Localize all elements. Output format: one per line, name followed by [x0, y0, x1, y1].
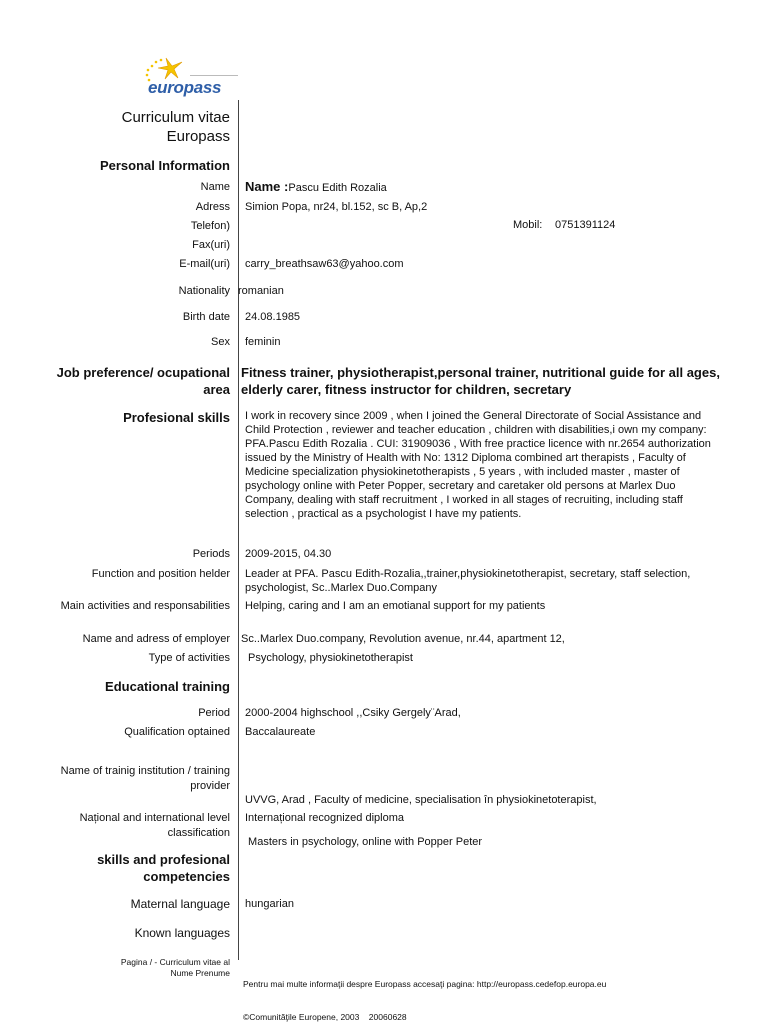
institution-value-line2: Masters in psychology, online with Popper Peter — [245, 836, 483, 848]
fax-label: Fax(uri) — [192, 239, 230, 251]
competencies-heading-line2: competencies — [143, 869, 230, 884]
activities-value: Helping, caring and I am an emotianal support for my patients — [245, 600, 546, 612]
cv-title-line2: Europass — [166, 128, 230, 145]
institution-value-line1: UVVG, Arad , Faculty of medicine, specialisation în physiokinetoterapist, — [245, 794, 597, 806]
competencies-heading — [97, 851, 230, 885]
function-label: Function and position helder — [91, 568, 230, 580]
education-period-value: 2000-2004 highschool ,,Csiky Gergely¨Arad, — [245, 707, 461, 719]
mobile-value: 0751391124 — [555, 219, 616, 231]
email-label: E-mail(uri) — [179, 258, 230, 270]
employer-value: Sc..Marlex Duo.company, Revolution avenue, nr.44, apartment 12, — [241, 633, 565, 645]
maternal-language-label: Maternal language — [130, 897, 230, 911]
name-label: Name — [200, 181, 230, 193]
institution-label — [61, 764, 230, 794]
footer-left-line2: Nume Prenume — [170, 968, 230, 978]
email-value: carry_breathsaw63@yahoo.com — [245, 258, 404, 270]
name-value — [245, 180, 387, 195]
known-languages-label: Known languages — [134, 926, 230, 940]
footer-copyright: ©Comunităţile Europene, 2003 20060628 — [243, 1012, 407, 1022]
periods-value: 2009-2015, 04.30 — [245, 548, 332, 560]
professional-skills-heading: Profesional skills — [123, 410, 230, 425]
qualification-value: Baccalaureate — [245, 726, 316, 738]
nationality-label: Nationality — [178, 285, 230, 297]
sex-label: Sex — [211, 336, 230, 348]
logo-divider — [190, 75, 238, 76]
footer-left-line1: Pagina / - Curriculum vitae al — [120, 957, 230, 967]
education-period-label: Period — [198, 707, 230, 719]
sex-value: feminin — [245, 336, 281, 348]
institution-label-line2: provider — [190, 780, 230, 792]
job-value-line2: elderly carer, fitness instructor for children, secretary — [241, 382, 572, 397]
education-heading: Educational training — [105, 679, 230, 694]
nationality-value: romanian — [238, 285, 284, 297]
level-label-line2: classification — [167, 827, 230, 839]
employer-label: Name and adress of employer — [82, 633, 230, 645]
cv-title — [122, 108, 230, 146]
maternal-language-value: hungarian — [245, 898, 294, 910]
name-value-prefix: Name : — [245, 179, 289, 194]
footer-left — [121, 957, 230, 979]
column-divider — [238, 100, 239, 960]
function-value: Leader at PFA. Pascu Edith-Rozalia,,trainer,physiokinetotherapist, secretary, staff selection, psychologist, Sc..Marlex Duo.Company — [245, 568, 691, 594]
job-heading-line1: Job preference/ ocupational — [56, 365, 230, 380]
cv-title-line1: Curriculum vitae — [121, 109, 230, 126]
periods-label: Periods — [192, 548, 230, 560]
activity-type-label: Type of activities — [148, 652, 230, 664]
address-label: Adress — [195, 201, 230, 213]
professional-skills-text: I work in recovery since 2009 , when I joined the General Directorate of Social Assistance and Child Protection , reviewer and teacher education , children with disabilities,i own my company: PFA.Pascu Edith Rozalia . CUI: 31909036 , With free practice licence with nr.2654 authorization issued by the Ministry of Health with No: 1312 Diploma combined art therapists , Faculty of Medicine specialization physiokinetotherapists , 5 years , with included master , master of psychology online with Peter Popper, secretary and caretaker old persons at Marlex Duo Company, dealing with staff recruitment , I worked in all stages of recruiting, including staff selection , practical as a psychologist I have my patients. — [245, 410, 711, 520]
birth-date-label: Birth date — [182, 311, 230, 323]
footer-europass-link[interactable]: Pentru mai multe informaţii despre Europass accesaţi pagina: http://europass.cedefop.europa.eu — [243, 979, 607, 989]
address-value: Simion Popa, nr24, bl.152, sc B, Ap,2 — [245, 201, 428, 213]
institution-label-line1: Name of trainig institution / training — [60, 765, 230, 777]
level-value: Internațional recognized diploma — [245, 812, 404, 824]
competencies-heading-line1: skills and profesional — [97, 852, 230, 867]
level-label-line1: Național and international level — [79, 812, 230, 824]
phone-label: Telefon) — [190, 220, 230, 232]
footer-right — [243, 957, 606, 1034]
qualification-label: Qualification optained — [124, 726, 230, 738]
job-value-line1: Fitness trainer, physiotherapist,personal trainer, nutritional guide for all ages, — [241, 365, 720, 380]
activity-type-value: Psychology, physiokinetotherapist — [245, 652, 413, 664]
birth-date-value: 24.08.1985 — [245, 311, 301, 323]
name-value-text: Pascu Edith Rozalia — [288, 182, 387, 194]
job-preference-heading — [57, 364, 230, 398]
job-preference-value — [241, 364, 720, 398]
mobile-label: Mobil: — [513, 219, 543, 231]
logo-text: europass — [148, 78, 222, 97]
personal-info-heading: Personal Information — [99, 158, 230, 173]
job-heading-line2: area — [203, 382, 230, 397]
activities-label: Main activities and responsabilities — [60, 600, 230, 612]
level-label — [80, 811, 230, 841]
